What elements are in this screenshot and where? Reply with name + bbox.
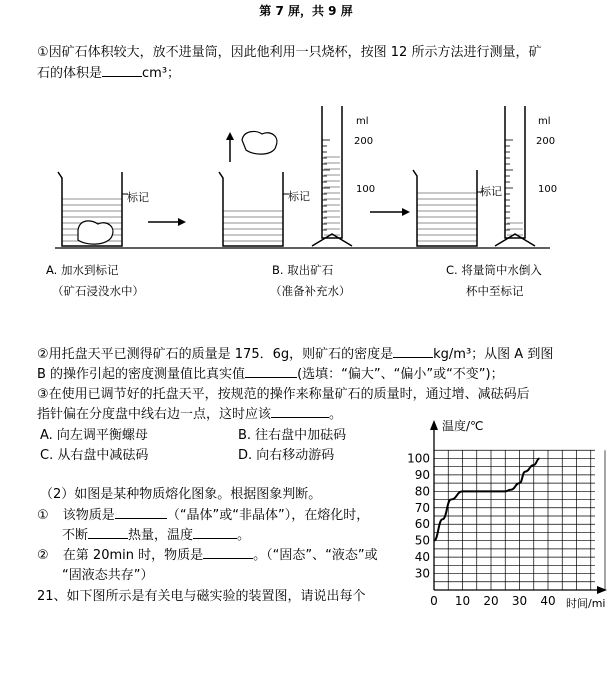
caption-c2: 杯中至标记 (466, 284, 524, 298)
y-tick-label: 70 (414, 500, 430, 515)
chart-axes (430, 420, 607, 594)
melt-s2-num: ② (37, 548, 49, 563)
q21-line: 21、如下图所示是有关电与磁实验的装置图，请说出每个 (37, 589, 366, 604)
melt-s1-pre: 该物质是 (62, 508, 115, 523)
beaker-b (219, 172, 289, 246)
mark-label-c: 标记 (480, 185, 502, 198)
q3-line2-post: 。 (329, 407, 343, 422)
caption-a2: （矿石浸没水中） (52, 284, 144, 298)
chart-x-ticks (430, 594, 555, 608)
q1-line2 (37, 65, 180, 83)
error-direction-blank[interactable] (245, 377, 297, 378)
cylinder-tick-200-2: 200 (536, 136, 556, 147)
cylinder-unit-1: ml (356, 116, 369, 127)
q1-line2-pre: 石的体积是 (37, 66, 103, 81)
cylinder-tick-200-1: 200 (354, 136, 374, 147)
melt-s2b: “固液态共存”） (62, 568, 154, 583)
caption-b1: B. 取出矿石 (272, 263, 334, 277)
y-tick-label: 90 (414, 467, 430, 482)
chart-y-label: 温度/℃ (442, 419, 484, 433)
melt-s1-post: （“晶体”或“非晶体”），在熔化时， (166, 508, 370, 523)
x-tick-label: 0 (430, 594, 438, 608)
melt-s1b-post: 。 (237, 528, 251, 543)
x-tick-label: 40 (540, 594, 556, 608)
melt-intro: （2）如图是某种物质熔化图象。根据图象判断。 (40, 487, 322, 502)
chart-grid (434, 450, 605, 590)
q3-line2-pre: 指针偏在分度盘中线右边一点，这时应该 (37, 407, 272, 422)
option-a[interactable]: A. 向左调平衡螺母 (40, 428, 148, 443)
state-blank[interactable] (203, 558, 253, 559)
beaker-a (58, 172, 128, 246)
measuring-cylinder-2 (495, 106, 535, 246)
melt-s1b (62, 527, 250, 545)
melt-s1 (37, 507, 369, 525)
melt-s2-post: 。（“固态”、“液态”或 (253, 548, 378, 563)
cylinder-unit-2: ml (538, 116, 551, 127)
y-tick-label: 40 (414, 550, 430, 565)
y-tick-label: 80 (414, 484, 430, 499)
melt-s1-num: ① (37, 508, 49, 523)
x-tick-label: 30 (511, 594, 528, 608)
q2-line2-pre: B 的操作引起的密度测量值比真实值 (37, 367, 246, 382)
cylinder-tick-100-1: 100 (356, 184, 376, 195)
y-tick-label: 100 (407, 451, 430, 466)
balance-action-blank[interactable] (271, 417, 329, 418)
chart-y-ticks (407, 451, 430, 580)
beaker-c (413, 170, 483, 246)
caption-a1: A. 加水到标记 (46, 263, 119, 277)
melt-s1b-mid: 热量，温度 (128, 528, 194, 543)
chart-x-label: 时间/mi (566, 597, 606, 610)
volume-blank[interactable] (102, 76, 142, 77)
temperature-blank[interactable] (193, 538, 237, 539)
heat-blank[interactable] (88, 538, 128, 539)
option-b[interactable]: B. 往右盘中加砝码 (238, 428, 347, 443)
measuring-cylinder-1 (312, 106, 352, 246)
melt-s2 (37, 547, 378, 565)
density-blank[interactable] (393, 357, 433, 358)
melting-chart (400, 410, 612, 615)
mark-label-a: 标记 (127, 191, 149, 204)
x-tick-label: 20 (483, 594, 499, 608)
page-header: 第 7 屏，共 9 屏 (259, 4, 353, 18)
melt-s1b-pre: 不断 (62, 528, 89, 543)
y-axis-arrow-icon (430, 420, 438, 430)
q2-line1-post: kg/m³；从图 A 到图 (433, 347, 554, 362)
x-tick-label: 10 (454, 594, 471, 608)
q2-line2-post: (选填：“偏大”、“偏小”或“不变”)； (297, 367, 504, 382)
q2-line1 (37, 346, 553, 364)
ore-rock (78, 221, 113, 244)
q3-line2 (37, 406, 342, 424)
y-tick-label: 50 (414, 533, 430, 548)
q3-line1: ③在使用已调节好的托盘天平，按规范的操作来称量矿石的质量时，通过增、减砝码后 (37, 387, 530, 402)
caption-c1: C. 将量筒中水倒入 (446, 263, 542, 277)
y-tick-label: 60 (414, 517, 430, 532)
x-axis-arrow-icon (597, 586, 607, 594)
melt-s2-pre: 在第 20min 时，物质是 (62, 548, 204, 563)
caption-b2: （准备补充水） (270, 284, 351, 298)
q1-line2-post: cm³； (142, 66, 181, 81)
q1-line1: ①因矿石体积较大，放不进量筒，因此他利用一只烧杯，按图 12 所示方法进行测量，矿 (37, 45, 542, 60)
q2-line1-pre: ②用托盘天平已测得矿石的质量是 175．6g，则矿石的密度是 (37, 347, 394, 362)
y-tick-label: 30 (414, 566, 430, 581)
q2-line2 (37, 366, 504, 384)
ore-rock-lifted (242, 132, 277, 155)
mark-label-b: 标记 (288, 190, 310, 203)
cylinder-tick-100-2: 100 (538, 184, 558, 195)
crystal-blank[interactable] (115, 518, 167, 519)
option-c[interactable]: C. 从右盘中减砝码 (40, 448, 149, 463)
option-d[interactable]: D. 向右移动游码 (238, 448, 335, 463)
